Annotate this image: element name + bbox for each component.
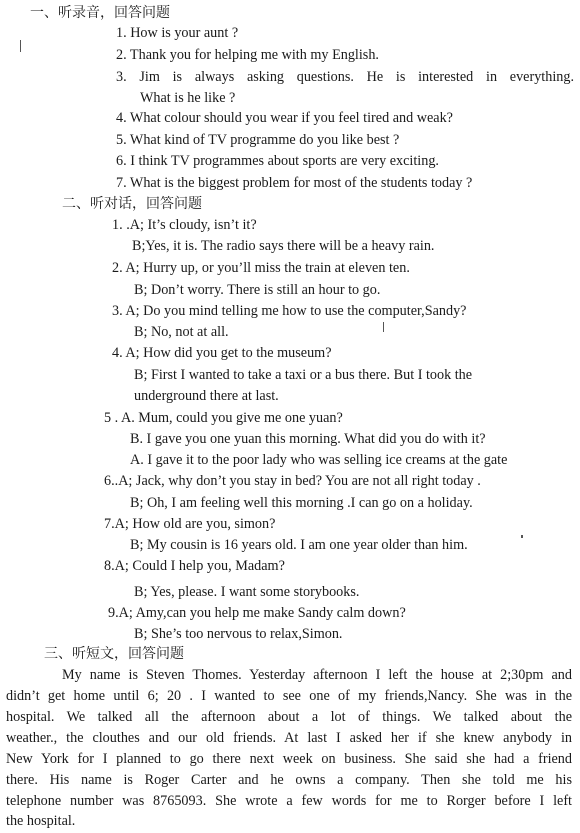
- s3-line-6: there. His name is Roger Carter and he owns a company. Then she told me his: [6, 772, 572, 788]
- s2-line-20: B; She’s too nervous to relax,Simon.: [134, 626, 343, 642]
- s1-item-5: 5. What kind of TV programme do you like best ?: [116, 132, 400, 148]
- s2-line-12: A. I gave it to the poor lady who was selling ice creams at the gate: [130, 452, 508, 468]
- s3-line-3: hospital. We talked all the afternoon about a lot of things. We talked about the: [6, 709, 572, 725]
- scan-mark: [383, 322, 384, 332]
- s1-item-2: 2. Thank you for helping me with my English.: [116, 47, 379, 63]
- s2-line-16: B; My cousin is 16 years old. I am one year older than him.: [130, 537, 468, 553]
- s3-line-4: weather., the clouthes and our old friends. At last I asked her if she knew anybody in: [6, 730, 572, 746]
- s2-line-14: B; Oh, I am feeling well this morning .I can go on a holiday.: [130, 495, 473, 511]
- s2-line-4: B; Don’t worry. There is still an hour to go.: [134, 282, 381, 298]
- s2-line-11: B. I gave you one yuan this morning. What did you do with it?: [130, 431, 486, 447]
- s2-line-18: B; Yes, please. I want some storybooks.: [134, 584, 360, 600]
- s1-item-1: 1. How is your aunt ?: [116, 25, 239, 41]
- scan-mark: [521, 535, 523, 538]
- s2-line-17: 8.A; Could I help you, Madam?: [104, 558, 285, 574]
- s3-line-2: didn’t get home until 6; 20 . I wanted to see one of my friends,Nancy. She was in the: [6, 688, 572, 704]
- s1-item-3-cont: What is he like ?: [140, 90, 236, 106]
- s3-line-8: the hospital.: [6, 813, 76, 829]
- s2-line-1: 1. .A; It’s cloudy, isn’t it?: [112, 217, 257, 233]
- s2-line-13: 6..A; Jack, why don’t you stay in bed? You are not all right today .: [104, 473, 481, 489]
- s1-item-6: 6. I think TV programmes about sports are very exciting.: [116, 153, 439, 169]
- s2-line-3: 2. A; Hurry up, or you’ll miss the train at eleven ten.: [112, 260, 410, 276]
- s2-line-9: underground there at last.: [134, 388, 279, 404]
- s2-line-5: 3. A; Do you mind telling me how to use the computer,Sandy?: [112, 303, 467, 319]
- s2-line-19: 9.A; Amy,can you help me make Sandy calm down?: [108, 605, 406, 621]
- s2-line-15: 7.A; How old are you, simon?: [104, 516, 276, 532]
- s2-line-8: B; First I wanted to take a taxi or a bus there. But I took the: [134, 367, 473, 383]
- s1-item-7: 7. What is the biggest problem for most of the students today ?: [116, 175, 473, 191]
- s3-line-5: New York for I planned to go there next week on business. She said she had a friend: [6, 751, 572, 767]
- s2-line-2: B;Yes, it is. The radio says there will be a heavy rain.: [132, 238, 435, 254]
- s2-line-6: B; No, not at all.: [134, 324, 229, 340]
- s2-line-10: 5 . A. Mum, could you give me one yuan?: [104, 410, 343, 426]
- section3-title: 三、听短文，回答问题: [44, 646, 184, 662]
- s3-line-7: telephone number was 8765093. She wrote a few words for me to Rorger before I left: [6, 793, 572, 809]
- s3-line-1: My name is Steven Thomes. Yesterday afternoon I left the house at 2;30pm and: [62, 667, 572, 683]
- scan-mark: [20, 40, 21, 52]
- s1-item-4: 4. What colour should you wear if you feel tired and weak?: [116, 110, 453, 126]
- section1-title: 一、听录音，回答问题: [30, 5, 170, 21]
- s1-item-3: 3. Jim is always asking questions. He is interested in everything.: [116, 69, 574, 85]
- s2-line-7: 4. A; How did you get to the museum?: [112, 345, 332, 361]
- section2-title: 二、听对话，回答问题: [62, 196, 202, 212]
